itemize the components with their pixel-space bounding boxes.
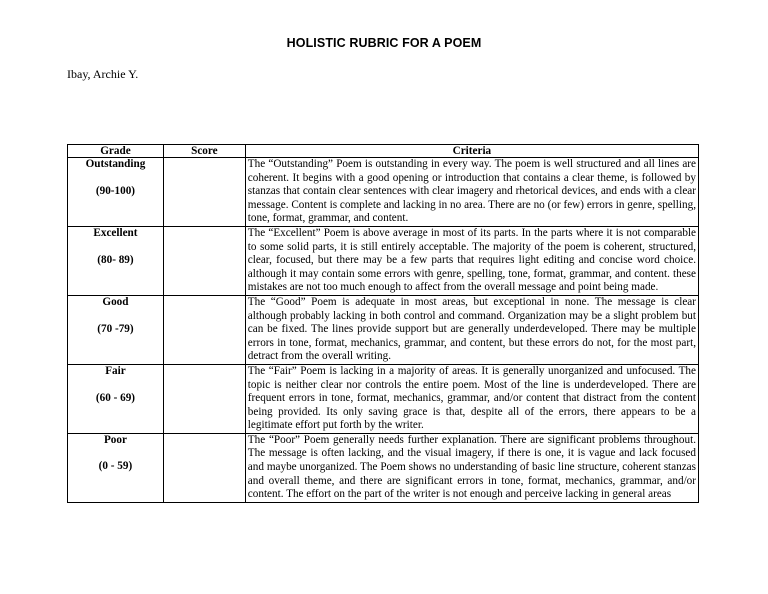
grade-cell [68, 226, 164, 295]
table-row [68, 158, 699, 227]
criteria-cell: The “Outstanding” Poem is outstanding in every way. The poem is well structured and all lines are coherent. It begins with a good opening or introduction that contains a clear theme, is followed by stanzas that contain clear sentences with clear imagery and rhetorical devices, and ends with a clear message. Content is complete and lacking in no area. There are no (or few) errors in genre, spelling, tone, format, grammar, and content. [245, 158, 698, 227]
criteria-cell: The “Good” Poem is adequate in most areas, but exceptional in none. The message is clear although probably lacking in both control and command. Organization may be a slight problem but can be fixed. The lines provide support but are generally underdeveloped. There may be multiple errors in tone, format, mechanics, grammar, and content, but these errors do not, for the most part, detract from the overall writing. [245, 295, 698, 364]
table-row [68, 433, 699, 502]
author-name: Ibay, Archie Y. [67, 67, 139, 81]
score-cell[interactable] [163, 433, 245, 502]
grade-range: (70 -79) [97, 322, 134, 335]
table-row [68, 295, 699, 364]
grade-header: Grade [68, 145, 164, 158]
criteria-cell: The “Fair” Poem is lacking in a majority of areas. It is generally unorganized and unfocused. The topic is neither clear nor controls the entire poem. Most of the line is underdeveloped. There are frequent errors in tone, format, mechanics, grammar, and/or content that distract from the content being provided. Its only saving grace is that, despite all of the errors, there appears to be a legitimate effort put forth by the writer. [245, 364, 698, 433]
grade-range: (90-100) [95, 184, 136, 197]
score-cell[interactable] [163, 295, 245, 364]
rubric-table [67, 144, 699, 503]
grade-range: (0 - 59) [98, 460, 133, 473]
grade-cell [68, 433, 164, 502]
table-row [68, 226, 699, 295]
table-row [68, 364, 699, 433]
score-header: Score [163, 145, 245, 158]
grade-label: Good [102, 295, 129, 308]
score-cell[interactable] [163, 158, 245, 227]
grade-range: (60 - 69) [95, 391, 136, 404]
document-title: HOLISTIC RUBRIC FOR A POEM [286, 36, 482, 50]
grade-label: Fair [105, 364, 126, 377]
score-cell[interactable] [163, 226, 245, 295]
grade-cell [68, 364, 164, 433]
grade-label: Excellent [93, 226, 138, 239]
grade-cell [68, 158, 164, 227]
criteria-cell: The “Poor” Poem generally needs further explanation. There are significant problems throughout. The message is often lacking, and the visual imagery, if there is one, it is vague and lack focused and maybe unorganized. The Poem shows no understanding of basic line structure, coherent stanzas and overall theme, and there are significant errors in tone, format, mechanics, grammar, and/or content. The effort on the part of the writer is not enough and perceive lacking in general areas [245, 433, 698, 502]
grade-label: Poor [103, 433, 127, 446]
grade-label: Outstanding [85, 158, 146, 170]
table-header-row [68, 145, 699, 158]
criteria-cell: The “Excellent” Poem is above average in most of its parts. In the parts where it is not comparable to some solid parts, it is still entirely acceptable. The majority of the poem is coherent, structured, clear, focused, but there may be a few parts that requires light editing and concise word choice. although it may contain some errors with genre, spelling, tone, format, grammar, and content. these mistakes are not too much enough to affect from the overall message and point being made. [245, 226, 698, 295]
grade-cell [68, 295, 164, 364]
criteria-header: Criteria [245, 145, 698, 158]
grade-range: (80- 89) [97, 253, 134, 266]
score-cell[interactable] [163, 364, 245, 433]
